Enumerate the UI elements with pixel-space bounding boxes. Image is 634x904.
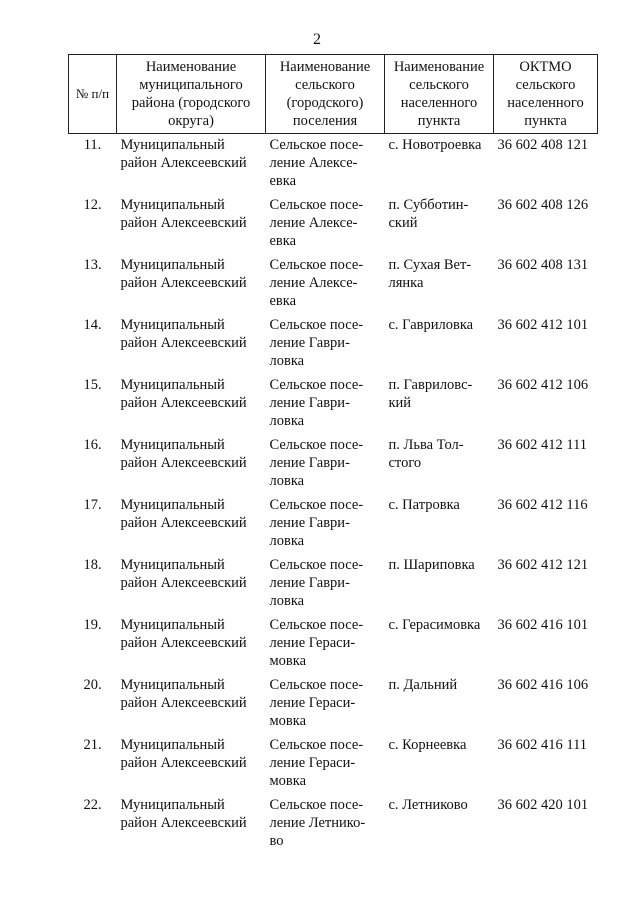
oktmo-cell: 36 602 412 106 (497, 377, 589, 393)
oktmo-cell: 36 602 408 126 (497, 197, 589, 213)
locality-line: стого (388, 455, 422, 471)
locality-line: п. Льва Тол- (388, 437, 464, 453)
settlement-line: ление Гераси- (269, 695, 356, 711)
district-line: район Алексеевский (120, 155, 247, 171)
district-cell (117, 734, 266, 794)
oktmo-cell: 36 602 408 131 (497, 257, 589, 273)
settlement-cell (266, 794, 385, 850)
settlement-line: евка (269, 233, 297, 249)
locality-cell (385, 254, 494, 314)
locality-line: п. Шариповка (388, 557, 475, 573)
locality-line: кий (388, 395, 412, 411)
settlement-line: во (269, 833, 284, 849)
district-cell (117, 794, 266, 850)
settlement-line: Сельское посе- (269, 257, 364, 273)
table-row (69, 614, 598, 674)
settlement-cell (266, 734, 385, 794)
settlement-line: ление Гаври- (269, 395, 350, 411)
settlement-line: евка (269, 173, 297, 189)
district-line: Муниципальный (120, 257, 225, 273)
settlement-line: Сельское посе- (269, 737, 364, 753)
district-cell (117, 434, 266, 494)
district-line: район Алексеевский (120, 515, 247, 531)
locality-line: п. Дальний (388, 677, 458, 693)
oktmo-cell: 36 602 412 121 (497, 557, 589, 573)
settlement-cell (266, 314, 385, 374)
locality-cell (385, 434, 494, 494)
district-cell (117, 134, 266, 195)
district-line: Муниципальный (120, 557, 225, 573)
settlement-line: ление Гаври- (269, 575, 350, 591)
locality-cell (385, 194, 494, 254)
row-number: 12. (83, 197, 102, 213)
settlement-line: Сельское посе- (269, 137, 364, 153)
settlement-cell (266, 134, 385, 195)
settlement-line: Сельское посе- (269, 197, 364, 213)
settlement-line: Сельское посе- (269, 617, 364, 633)
locality-line: ский (388, 215, 418, 231)
settlement-line: ловка (269, 413, 305, 429)
settlement-line: ловка (269, 353, 305, 369)
locality-cell (385, 734, 494, 794)
table-row (69, 734, 598, 794)
settlement-line: Сельское посе- (269, 437, 364, 453)
settlement-line: ловка (269, 593, 305, 609)
locality-cell (385, 494, 494, 554)
district-line: район Алексеевский (120, 815, 247, 831)
settlement-line: ление Алексе- (269, 155, 358, 171)
table-header (69, 55, 598, 134)
locality-line: с. Летниково (388, 797, 468, 813)
district-line: Муниципальный (120, 677, 225, 693)
locality-line: с. Герасимовка (388, 617, 481, 633)
district-line: Муниципальный (120, 737, 225, 753)
locality-line: п. Субботин- (388, 197, 469, 213)
settlement-cell (266, 254, 385, 314)
district-line: район Алексеевский (120, 635, 247, 651)
district-cell (117, 314, 266, 374)
district-line: Муниципальный (120, 317, 225, 333)
settlement-line: мовка (269, 713, 307, 729)
locality-line: с. Гавриловка (388, 317, 474, 333)
table-row (69, 314, 598, 374)
district-line: Муниципальный (120, 497, 225, 513)
locality-cell (385, 674, 494, 734)
table-row (69, 254, 598, 314)
district-line: район Алексеевский (120, 455, 247, 471)
district-line: район Алексеевский (120, 335, 247, 351)
row-number: 17. (83, 497, 102, 513)
table-row (69, 674, 598, 734)
header-number: № п/п (69, 55, 117, 134)
settlement-line: Сельское посе- (269, 317, 364, 333)
header-district: Наименование муниципального района (городского округа) (117, 55, 266, 134)
settlement-line: ловка (269, 533, 305, 549)
district-cell (117, 194, 266, 254)
settlement-line: ление Гераси- (269, 755, 356, 771)
settlement-cell (266, 674, 385, 734)
oktmo-cell: 36 602 408 121 (497, 137, 589, 153)
row-number: 14. (83, 317, 102, 333)
locality-cell (385, 794, 494, 850)
district-line: район Алексеевский (120, 755, 247, 771)
district-line: Муниципальный (120, 437, 225, 453)
settlement-cell (266, 494, 385, 554)
oktmo-cell: 36 602 412 101 (497, 317, 589, 333)
district-cell (117, 554, 266, 614)
table-body (69, 134, 598, 851)
table-row (69, 134, 598, 195)
settlement-line: ление Алексе- (269, 215, 358, 231)
settlement-line: Сельское посе- (269, 797, 364, 813)
settlement-line: Сельское посе- (269, 377, 364, 393)
locality-cell (385, 554, 494, 614)
row-number: 22. (83, 797, 102, 813)
settlement-line: Сельское посе- (269, 557, 364, 573)
settlement-line: ление Гаври- (269, 455, 350, 471)
table-row (69, 194, 598, 254)
table-row (69, 554, 598, 614)
district-line: район Алексеевский (120, 275, 247, 291)
locality-cell (385, 614, 494, 674)
settlement-line: ление Алексе- (269, 275, 358, 291)
header-row (69, 55, 598, 134)
settlement-line: мовка (269, 773, 307, 789)
settlement-cell (266, 434, 385, 494)
district-line: Муниципальный (120, 197, 225, 213)
row-number: 16. (83, 437, 102, 453)
settlement-line: мовка (269, 653, 307, 669)
settlement-line: евка (269, 293, 297, 309)
locality-cell (385, 314, 494, 374)
district-cell (117, 374, 266, 434)
locality-line: лянка (388, 275, 424, 291)
district-cell (117, 494, 266, 554)
district-line: район Алексеевский (120, 215, 247, 231)
oktmo-cell: 36 602 416 106 (497, 677, 589, 693)
district-line: Муниципальный (120, 137, 225, 153)
settlement-cell (266, 614, 385, 674)
row-number: 18. (83, 557, 102, 573)
row-number: 20. (83, 677, 102, 693)
district-line: Муниципальный (120, 797, 225, 813)
row-number: 13. (83, 257, 102, 273)
district-line: район Алексеевский (120, 395, 247, 411)
header-locality: Наименование сельского населенного пункта (385, 55, 494, 134)
page-number: 2 (313, 31, 321, 48)
settlement-cell (266, 194, 385, 254)
table-row (69, 794, 598, 850)
table-row (69, 494, 598, 554)
settlement-line: Сельское посе- (269, 677, 364, 693)
settlements-table (68, 54, 598, 850)
district-cell (117, 674, 266, 734)
row-number: 19. (83, 617, 102, 633)
header-oktmo: ОКТМО сельского населенного пункта (494, 55, 598, 134)
settlement-line: ление Гаври- (269, 335, 350, 351)
settlement-line: ление Гаври- (269, 515, 350, 531)
oktmo-cell: 36 602 416 101 (497, 617, 589, 633)
settlement-cell (266, 374, 385, 434)
locality-cell (385, 134, 494, 195)
header-settlement: Наименование сельского (городского) поселения (266, 55, 385, 134)
locality-line: п. Сухая Вет- (388, 257, 472, 273)
locality-line: с. Новотроевка (388, 137, 482, 153)
locality-cell (385, 374, 494, 434)
locality-line: с. Корнеевка (388, 737, 467, 753)
district-line: Муниципальный (120, 377, 225, 393)
row-number: 15. (83, 377, 102, 393)
locality-line: п. Гавриловс- (388, 377, 473, 393)
district-line: Муниципальный (120, 617, 225, 633)
table-row (69, 374, 598, 434)
oktmo-cell: 36 602 420 101 (497, 797, 589, 813)
settlement-line: ление Гераси- (269, 635, 356, 651)
settlement-line: Сельское посе- (269, 497, 364, 513)
oktmo-cell: 36 602 412 111 (497, 437, 588, 453)
locality-line: с. Патровка (388, 497, 460, 513)
district-cell (117, 254, 266, 314)
row-number: 11. (83, 137, 102, 153)
oktmo-cell: 36 602 416 111 (497, 737, 588, 753)
row-number: 21. (83, 737, 102, 753)
district-line: район Алексеевский (120, 575, 247, 591)
district-cell (117, 614, 266, 674)
settlement-line: ление Летнико- (269, 815, 366, 831)
settlement-line: ловка (269, 473, 305, 489)
table-row (69, 434, 598, 494)
oktmo-cell: 36 602 412 116 (497, 497, 588, 513)
settlement-cell (266, 554, 385, 614)
district-line: район Алексеевский (120, 695, 247, 711)
